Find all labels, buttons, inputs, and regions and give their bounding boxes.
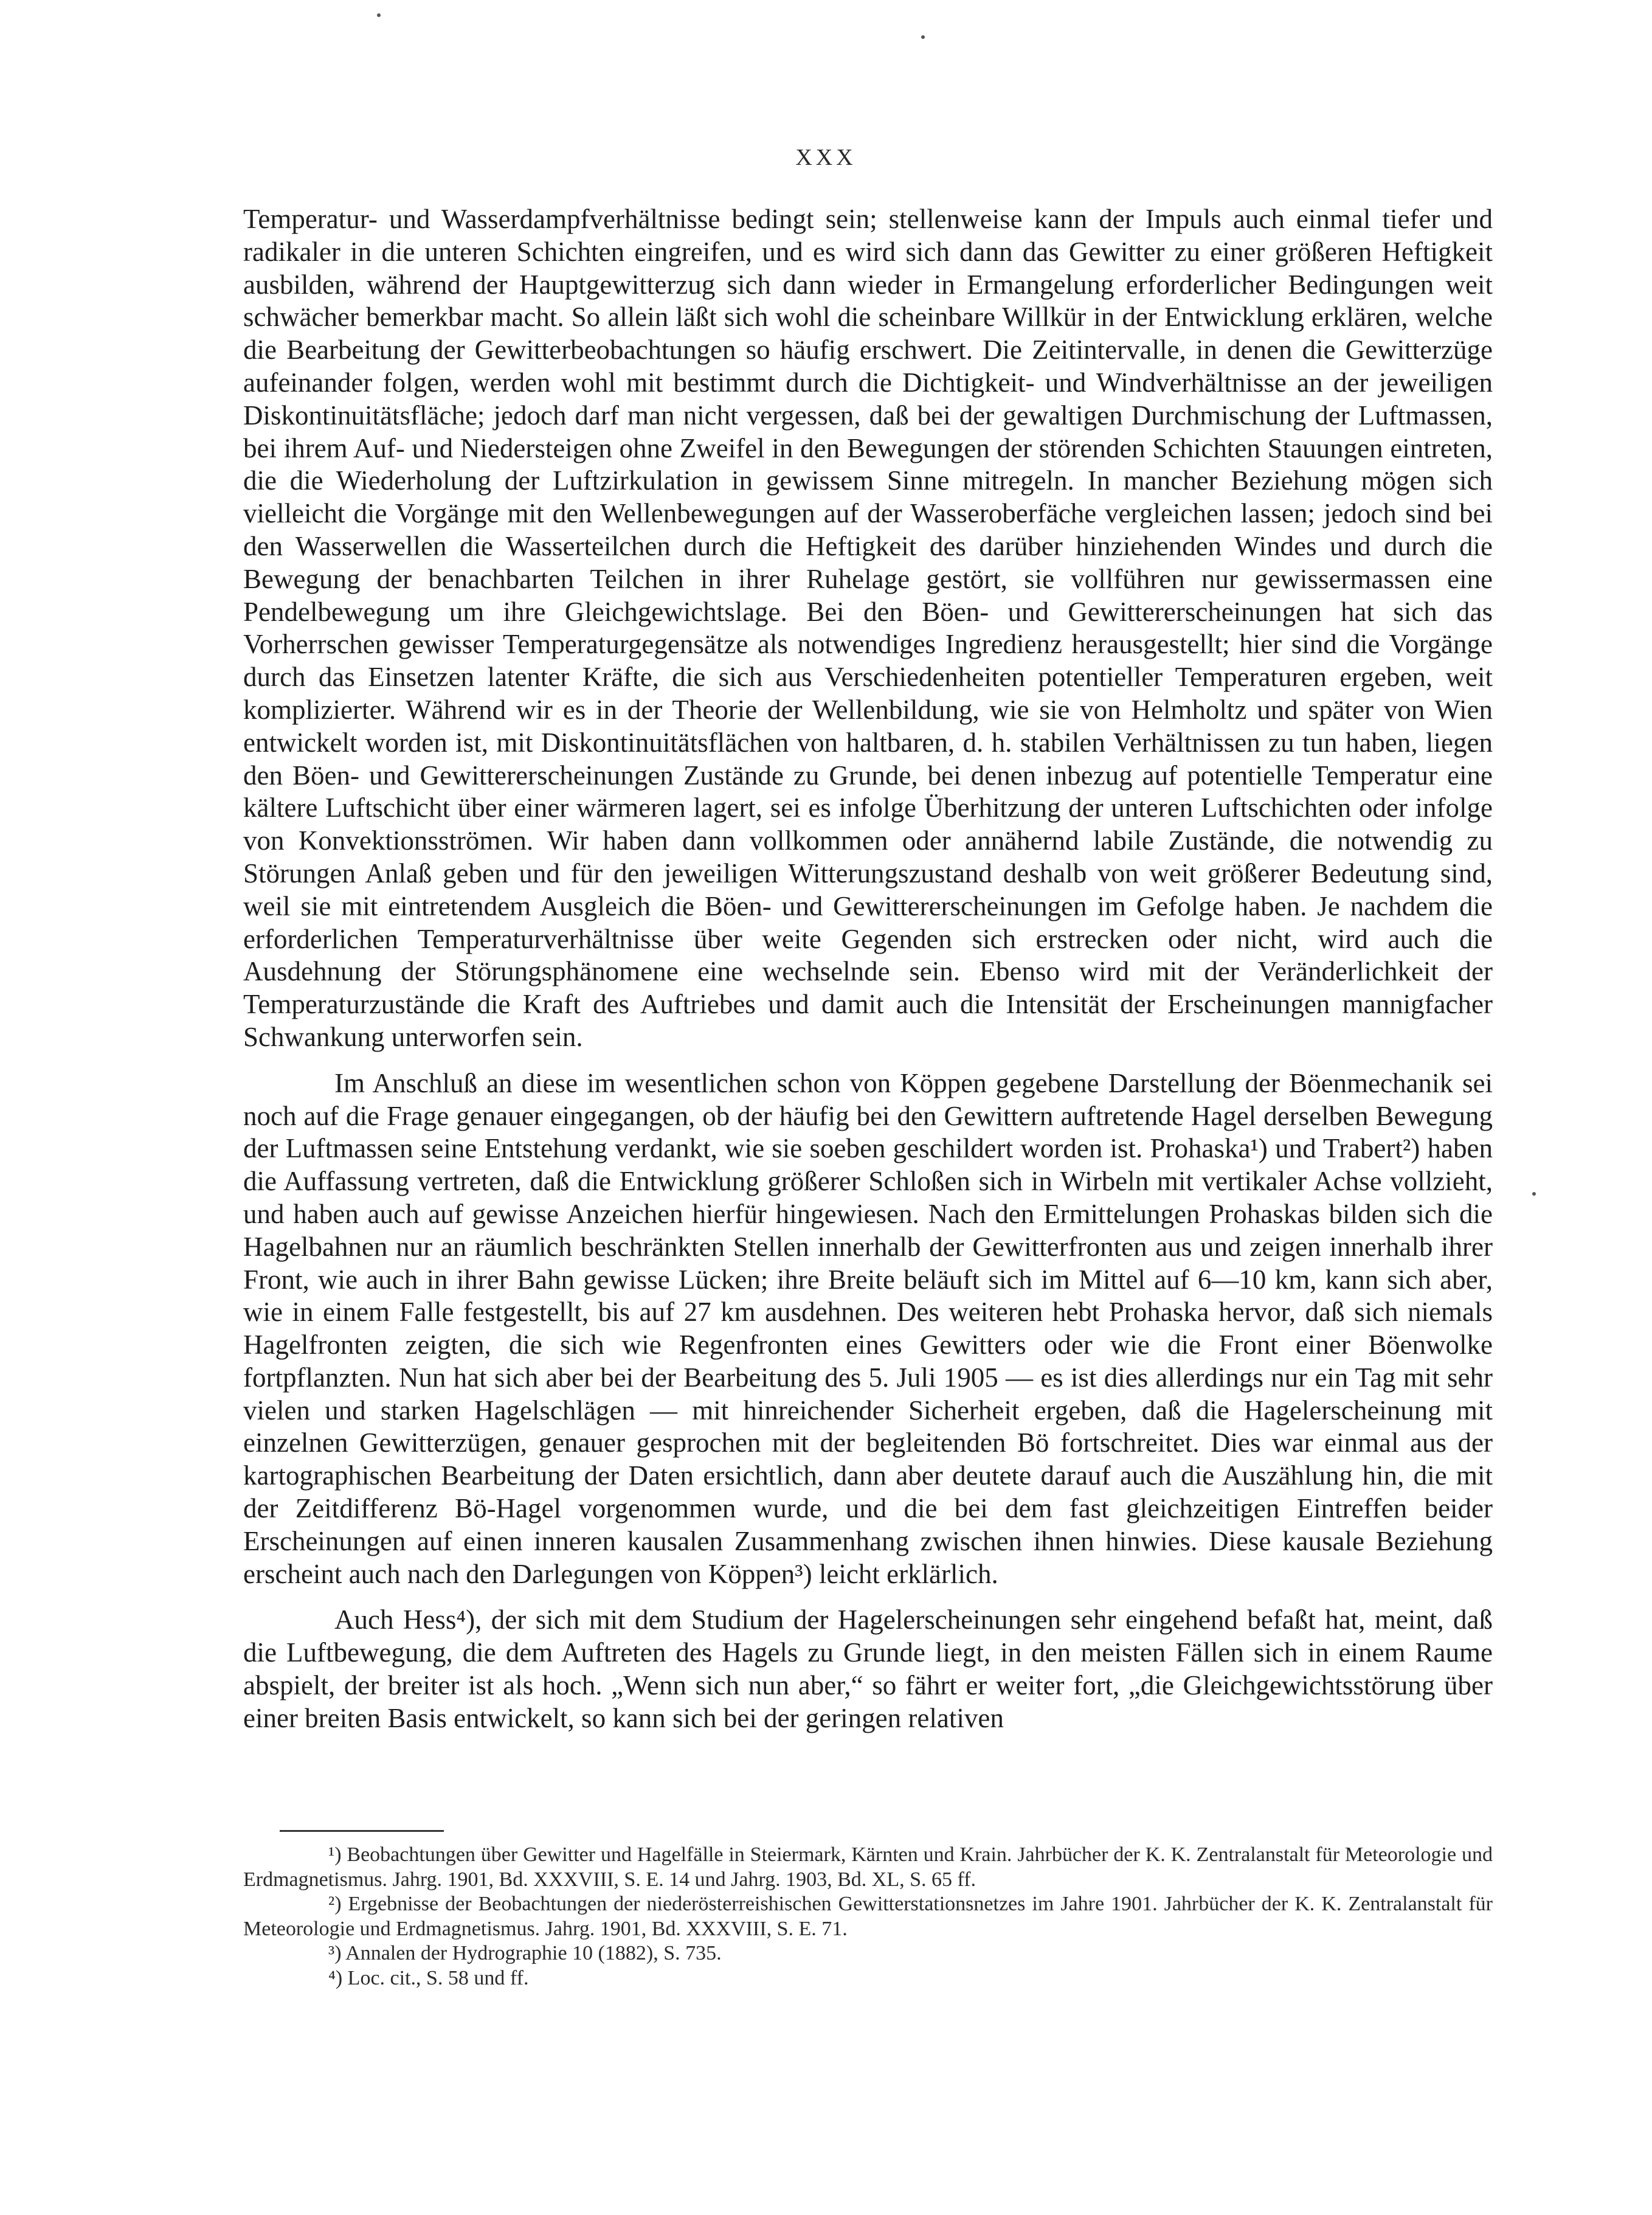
footnote-1: ¹) Beobachtungen über Gewitter und Hagelfälle in Steiermark, Kärnten und Krain. Jahrbücher der K. K. Zentralanstalt für Meteorologie und Erdmagnetismus. Jahrg. 1901, Bd. XXXVIII, S. E. 14 und Jahrg. 1903, Bd. XL, S. 65 ff. [243,1843,1493,1891]
paragraph-1: Temperatur- und Wasserdampfverhältnisse bedingt sein; stellenweise kann der Impuls auch einmal tiefer und radikaler in die unteren Schichten eingreifen, und es wird sich dann das Gewitter zu einer größeren Heftigkeit ausbilden, während der Hauptgewitterzug sich dann wieder in Ermangelung erforderlicher Bedingungen weit schwächer bemerkbar macht. So allein läßt sich wohl die scheinbare Willkür in der Entwicklung erklären, welche die Bearbeitung der Gewitterbeobachtungen so häufig erschwert. Die Zeitintervalle, in denen die Gewitterzüge aufeinander folgen, werden wohl mit bestimmt durch die Dichtigkeit- und Windverhältnisse an der jeweiligen Diskontinuitätsfläche; jedoch darf man nicht vergessen, daß bei der gewaltigen Durchmischung der Luftmassen, bei ihrem Auf- und Niedersteigen ohne Zweifel in den Bewegungen der störenden Schichten Stauungen eintreten, die die Wiederholung der Luftzirkulation in gewissem Sinne mitregeln. In mancher Beziehung mögen sich vielleicht die Vorgänge mit den Wellenbewegungen auf der Wasseroberfäche vergleichen lassen; jedoch sind bei den Wasserwellen die Wasserteilchen durch die Heftigkeit des darüber hinziehenden Windes und durch die Bewegung der benachbarten Teilchen in ihrer Ruhelage gestört, sie vollführen nur gewissermassen eine Pendelbewegung um ihre Gleichgewichtslage. Bei den Böen- und Gewittererscheinungen hat sich das Vorherrschen gewisser Temperaturgegensätze als notwendiges Ingredienz herausgestellt; hier sind die Vorgänge durch das Einsetzen latenter Kräfte, die sich aus Verschiedenheiten potentieller Temperaturen ergeben, weit komplizierter. Während wir es in der Theorie der Wellenbildung, wie sie von Helmholtz und später von Wien entwickelt worden ist, mit Diskontinuitätsflächen von haltbaren, d. h. stabilen Verhältnissen zu tun haben, liegen den Böen- und Gewittererscheinungen Zustände zu Grunde, bei denen inbezug auf potentielle Temperatur eine kältere Luftschicht über einer wärmeren lagert, sei es infolge Überhitzung der unteren Luftschichten oder infolge von Konvektionsströmen. Wir haben dann vollkommen oder annähernd labile Zustände, die notwendig zu Störungen Anlaß geben und für den jeweiligen Witterungszustand deshalb von weit größerer Bedeutung sind, weil sie mit eintretendem Ausgleich die Böen- und Gewittererscheinungen im Gefolge haben. Je nachdem die erforderlichen Temperaturverhältnisse über weite Gegenden sich erstrecken oder nicht, wird auch die Ausdehnung der Störungsphänomene eine wechselnde sein. Ebenso wird mit der Veränderlichkeit der Temperaturzustände die Kraft des Auftriebes und damit auch die Intensität der Erscheinungen mannigfacher Schwankung unterworfen sein. [243,204,1493,1052]
body-text [243,203,1493,1735]
scan-speck [921,35,925,39]
footnote-separator [280,1830,444,1832]
paragraph-3: Auch Hess⁴), der sich mit dem Studium der Hagelerscheinungen sehr eingehend befaßt hat, meint, daß die Luftbewegung, die dem Auftreten des Hagels zu Grunde liegt, in den meisten Fällen sich in einem Raume abspielt, der breiter ist als hoch. „Wenn sich nun aber,“ so fährt er weiter fort, „die Gleichgewichtsstörung über einer breiten Basis entwickelt, so kann sich bei der geringen relativen [243,1604,1493,1733]
footnotes [243,1843,1493,1991]
footnote-2: ²) Ergebnisse der Beobachtungen der niederösterreishischen Gewitterstationsnetzes im Jahre 1901. Jahrbücher der K. K. Zentralanstalt für Meteorologie und Erdmagnetismus. Jahrg. 1901, Bd. XXXVIII, S. E. 71. [243,1893,1493,1940]
footnote-4: ⁴) Loc. cit., S. 58 und ff. [328,1966,529,1989]
footnote-3: ³) Annalen der Hydrographie 10 (1882), S. 735. [328,1942,722,1964]
page-number: XXX [795,145,857,170]
scan-speck [377,13,381,17]
paragraph-2: Im Anschluß an diese im wesentlichen schon von Köppen gegebene Darstellung der Böenmechanik sei noch auf die Frage genauer eingegangen, ob der häufig bei den Gewittern auftretende Hagel derselben Bewegung der Luftmassen seine Entstehung verdankt, wie sie soeben geschildert worden ist. Prohaska¹) und Trabert²) haben die Auffassung vertreten, daß die Entwicklung größerer Schloßen sich in Wirbeln mit vertikaler Achse vollzieht, und haben auch auf gewisse Anzeichen hierfür hingewiesen. Nach den Ermittelungen Prohaskas bilden sich die Hagelbahnen nur an räumlich beschränkten Stellen innerhalb der Gewitterfronten aus und zeigen innerhalb ihrer Front, wie auch in ihrer Bahn gewisse Lücken; ihre Breite beläuft sich im Mittel auf 6—10 km, kann sich aber, wie in einem Falle festgestellt, bis auf 27 km ausdehnen. Des weiteren hebt Prohaska hervor, daß sich niemals Hagelfronten zeigten, die sich wie Regenfronten eines Gewitters oder wie die Front einer Böenwolke fortpflanzten. Nun hat sich aber bei der Bearbeitung des 5. Juli 1905 — es ist dies allerdings nur ein Tag mit sehr vielen und starken Hagelschlägen — mit hinreichender Sicherheit ergeben, daß die Hagelerscheinung mit einzelnen Gewitterzügen, genauer gesprochen mit der begleitenden Bö fortschreitet. Dies war einmal aus der kartographischen Bearbeitung der Daten ersichtlich, dann aber deutete darauf auch die Auszählung hin, die mit der Zeitdifferenz Bö-Hagel vorgenommen wurde, und die bei dem fast gleichzeitigen Eintreffen beider Erscheinungen auf einen inneren kausalen Zusammenhang zwischen ihnen hinwies. Diese kausale Beziehung erscheint auch nach den Darlegungen von Köppen³) leicht erklärlich. [243,1067,1493,1589]
scan-speck [1532,1192,1536,1196]
